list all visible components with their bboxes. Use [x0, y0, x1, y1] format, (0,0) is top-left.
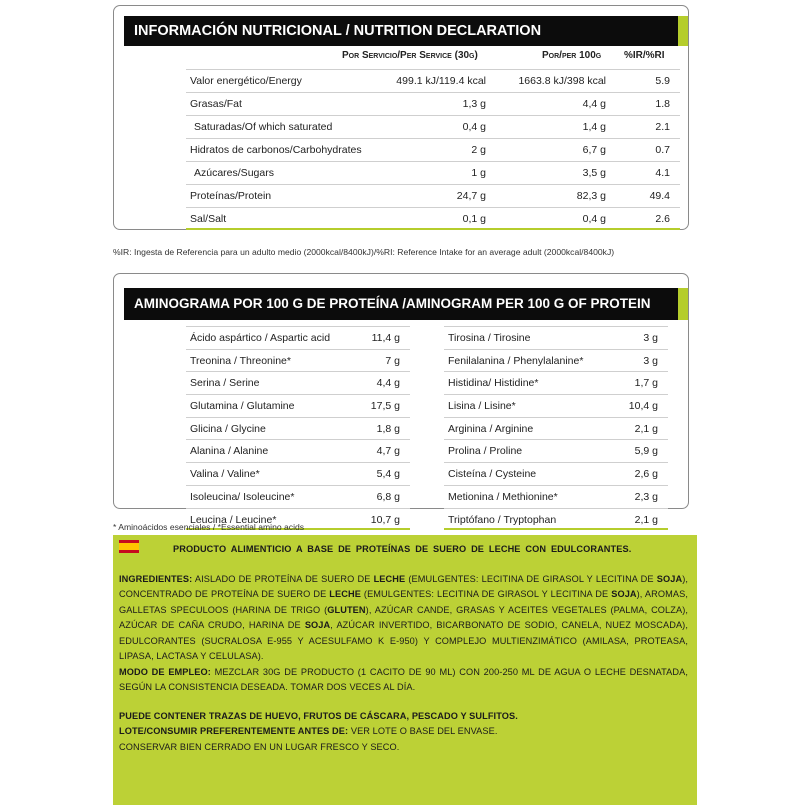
nutrient-per-serving: 0,4 g [462, 121, 486, 133]
allergens-text: PUEDE CONTENER TRAZAS DE HUEVO, FRUTOS DE CÁSCARA, PESCADO Y SULFITOS. [119, 710, 518, 721]
amino-name: Leucina / Leucine* [190, 513, 277, 526]
amino-name: Isoleucina/ Isoleucine* [190, 490, 295, 503]
amino-value: 11,4 g [371, 332, 400, 344]
nutrition-row [186, 184, 680, 207]
ingredients-segment: (EMULGENTES: LECITINA DE GIRASOL Y LECITINA DE [405, 573, 657, 584]
amino-value: 7 g [385, 354, 400, 367]
amino-value: 2,1 g [634, 513, 658, 526]
nutrient-label: Saturadas/Of which saturated [194, 121, 333, 133]
product-info-box [113, 535, 697, 805]
ingredients-text [119, 574, 688, 662]
nutrition-column-headers [114, 50, 688, 68]
amino-row [444, 485, 668, 508]
amino-name: Valina / Valine* [190, 468, 260, 481]
amino-value: 10,4 g [628, 400, 658, 413]
amino-row [186, 485, 410, 508]
usage-paragraph [119, 665, 688, 696]
spain-flag-icon [119, 540, 139, 553]
amino-value: 10,7 g [370, 513, 400, 526]
nutrient-per-100g: 0,4 g [582, 213, 606, 225]
amino-row [444, 349, 668, 372]
nutrient-per-100g: 82,3 g [576, 190, 606, 202]
amino-name: Arginina / Arginine [448, 422, 534, 435]
amino-name: Alanina / Alanine [190, 445, 269, 458]
nutrition-footnote: %IR: Ingesta de Referencia para un adulto medio (2000kcal/8400kJ)/%RI: Reference Intake for an average adult (2000kcal/8400kJ) [113, 247, 615, 257]
usage-text: MEZCLAR 30G DE PRODUCTO (1 CACITO DE 90 ML) CON 200-250 ML DE AGUA O LECHE DESNATADA, SEGÚN LA CONSISTENCIA DESEADA. TOMAR DOS VECES AL DÍA. [119, 666, 688, 692]
amino-name: Ácido aspártico / Aspartic acid [190, 332, 331, 344]
nutrition-rows [186, 69, 680, 230]
amino-name: Serina / Serine [190, 377, 260, 390]
ingredients-label: INGREDIENTES: [119, 573, 193, 584]
nutrient-per-serving: 24,7 g [456, 190, 486, 202]
nutrition-row [186, 161, 680, 184]
ingredients-segment: ), CONCENTRADO DE PROTEÍNA DE SUERO DE [119, 573, 689, 599]
amino-value: 3 g [643, 332, 658, 344]
nutrient-per-100g: 3,5 g [582, 167, 606, 179]
nutrition-row [186, 207, 680, 230]
amino-row [186, 462, 410, 485]
nutrient-per-100g: 1663.8 kJ/398 kcal [518, 75, 606, 87]
nutrient-label: Valor energético/Energy [190, 75, 302, 87]
amino-name: Prolina / Proline [448, 445, 523, 458]
amino-row [186, 417, 410, 440]
allergen-highlight: GLUTEN [327, 604, 366, 615]
amino-value: 3 g [643, 354, 658, 367]
amino-row [186, 439, 410, 462]
ingredients-segment: ), AROMAS, GALLETAS SPECULOOS (HARINA DE TRIGO ( [119, 589, 688, 615]
product-description: PRODUCTO ALIMENTICIO A BASE DE PROTEÍNAS DE SUERO DE LECHE CON EDULCORANTES. [173, 544, 632, 554]
nutrient-ri-percent: 49.4 [649, 190, 670, 202]
ingredients-segment: (EMULGENTES: LECITINA DE GIRASOL Y LECITINA DE [360, 589, 612, 599]
allergen-highlight: SOJA [656, 573, 683, 584]
header-per100: Por/per 100g [542, 50, 602, 61]
nutrition-row [186, 115, 680, 138]
nutrient-label: Sal/Salt [190, 213, 227, 225]
lot-label: LOTE/CONSUMIR PREFERENTEMENTE ANTES DE: [119, 726, 349, 736]
amino-value: 5,4 g [376, 468, 400, 481]
nutrition-row [186, 69, 680, 92]
amino-row [444, 326, 668, 349]
allergen-highlight: SOJA [611, 589, 637, 599]
amino-row [444, 371, 668, 394]
amino-value: 17,5 g [370, 400, 400, 413]
amino-row [444, 417, 668, 440]
amino-name: Glutamina / Glutamine [190, 400, 295, 413]
nutrient-ri-percent: 0.7 [655, 144, 670, 156]
nutrient-ri-percent: 4.1 [655, 167, 670, 179]
lot-text: VER LOTE O BASE DEL ENVASE. [348, 726, 498, 736]
usage-label: MODO DE EMPLEO: [119, 666, 211, 677]
nutrient-per-100g: 1,4 g [582, 121, 606, 133]
amino-row [186, 371, 410, 394]
allergen-highlight: SOJA [304, 620, 331, 630]
amino-value: 5,9 g [634, 445, 658, 458]
storage-text: CONSERVAR BIEN CERRADO EN UN LUGAR FRESCO Y SECO. [119, 741, 400, 752]
lot-paragraph [119, 724, 688, 740]
amino-row [186, 326, 410, 349]
ingredients-segment: AISLADO DE PROTEÍNA DE SUERO DE [192, 573, 374, 584]
amino-name: Metionina / Methionine* [448, 490, 558, 503]
nutrient-per-serving: 2 g [471, 144, 486, 156]
nutrition-panel [113, 5, 689, 230]
nutrient-label: Proteínas/Protein [190, 190, 272, 202]
nutrient-per-100g: 6,7 g [582, 144, 606, 156]
amino-row [444, 394, 668, 417]
amino-value: 6,8 g [376, 490, 400, 503]
nutrition-title: INFORMACIÓN NUTRICIONAL / NUTRITION DECLARATION [124, 16, 678, 46]
nutrition-row [186, 138, 680, 161]
nutrient-label: Hidratos de carbonos/Carbohydrates [190, 144, 362, 156]
nutrient-per-serving: 0,1 g [462, 213, 486, 225]
amino-row [444, 462, 668, 485]
aminogram-footnote: * Aminoácidos esenciales / *Essential amino acids [113, 522, 305, 532]
nutrient-ri-percent: 1.8 [655, 98, 670, 110]
amino-value: 4,7 g [376, 445, 400, 458]
nutrient-ri-percent: 5.9 [655, 75, 670, 87]
amino-name: Cisteína / Cysteine [448, 468, 537, 481]
amino-value: 4,4 g [376, 377, 400, 390]
amino-value: 2,1 g [634, 422, 658, 435]
amino-name: Lisina / Lisine* [448, 400, 516, 413]
amino-name: Glicina / Glycine [190, 422, 266, 435]
aminogram-right-column [444, 326, 668, 530]
amino-value: 2,6 g [634, 468, 658, 481]
amino-name: Triptófano / Tryptophan [448, 513, 557, 526]
amino-row [444, 508, 668, 531]
aminogram-panel [113, 273, 689, 526]
aminogram-left-column [186, 326, 410, 530]
nutrition-row [186, 92, 680, 115]
amino-name: Histidina/ Histidine* [448, 377, 539, 390]
amino-value: 2,3 g [634, 490, 658, 503]
nutrient-ri-percent: 2.6 [655, 213, 670, 225]
nutrient-per-100g: 4,4 g [582, 98, 606, 110]
allergen-highlight: LECHE [373, 573, 406, 584]
nutrient-per-serving: 1,3 g [462, 98, 486, 110]
ingredients-segment: ), AZÚCAR CANDE, GRASAS Y ACEITES VEGETALES (PALMA, COLZA), AZÚCAR DE CAÑA CRUDO, HARINA DE [119, 604, 689, 630]
amino-value: 1,8 g [376, 422, 400, 435]
nutrient-label: Grasas/Fat [190, 98, 242, 110]
header-ri: %IR/%RI [624, 50, 665, 61]
nutrient-per-serving: 499.1 kJ/119.4 kcal [396, 75, 486, 87]
amino-name: Fenilalanina / Phenylalanine* [448, 354, 584, 367]
allergen-highlight: LECHE [329, 589, 361, 599]
nutrient-ri-percent: 2.1 [655, 121, 670, 133]
amino-row [444, 439, 668, 462]
ingredients-segment: , AZÚCAR INVERTIDO, BICARBONATO DE SODIO, CANELA, NUEZ MOSCADA), EDULCORANTES (SUCRALOSA E-955 Y ACESULFAMO K E-950) Y COMPLEJO MULTIENZIMÁTICO (AMILASA, PROTEASA, LIPASA, LACTASA Y CELULASA). [119, 620, 688, 661]
amino-row [186, 394, 410, 417]
amino-name: Tirosina / Tirosine [448, 332, 531, 344]
amino-row [186, 349, 410, 372]
nutrient-label: Azúcares/Sugars [194, 167, 274, 179]
amino-name: Treonina / Threonine* [190, 354, 291, 367]
nutrient-per-serving: 1 g [471, 167, 486, 179]
header-serving: Por Servicio/Per Service (30g) [342, 50, 478, 61]
amino-value: 1,7 g [634, 377, 658, 390]
ingredients-paragraph [119, 572, 688, 665]
aminogram-title: AMINOGRAMA POR 100 G DE PROTEÍNA /AMINOGRAM PER 100 G OF PROTEIN [124, 288, 678, 320]
